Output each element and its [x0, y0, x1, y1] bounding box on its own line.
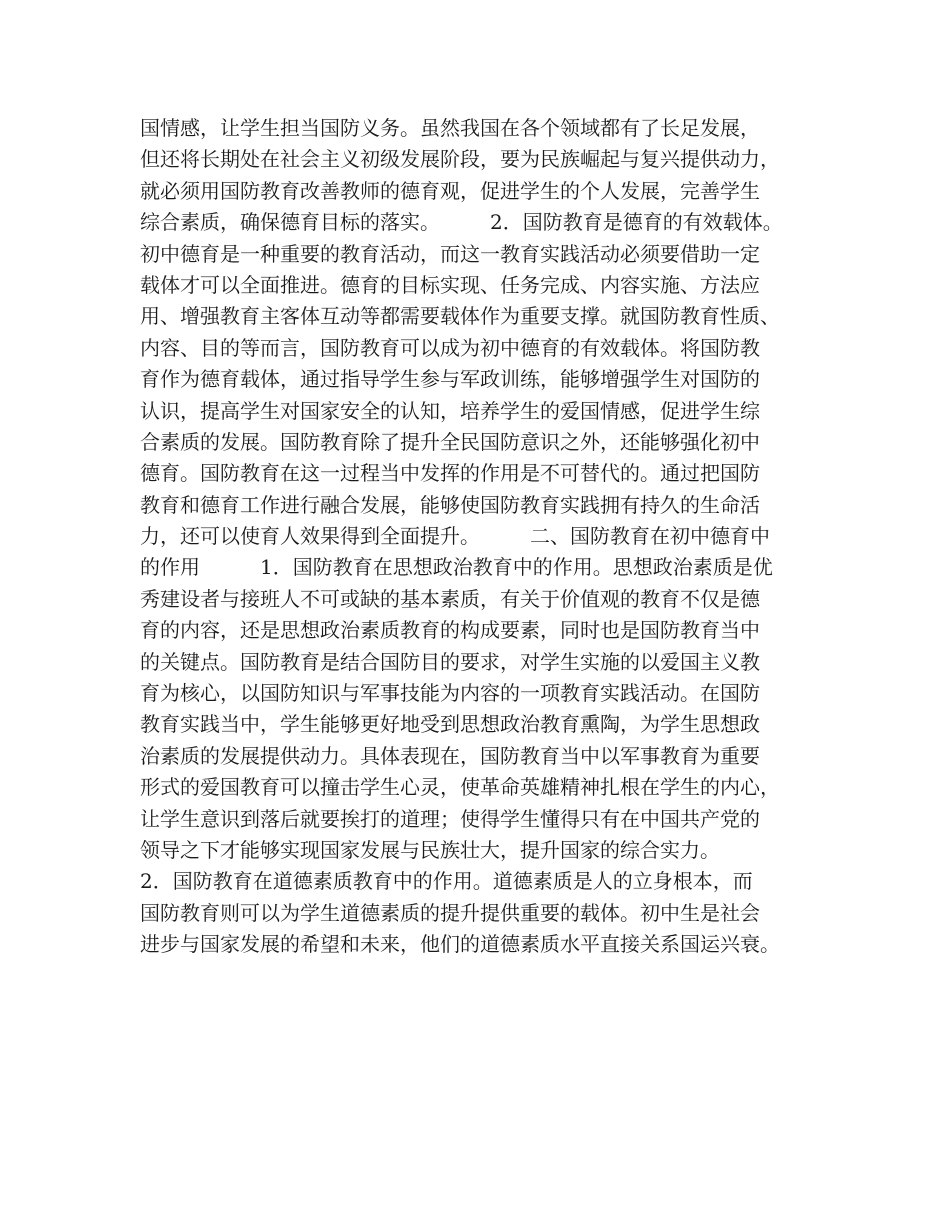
- text-line: 但还将长期处在社会主义初级发展阶段，要为民族崛起与复兴提供动力，: [140, 147, 780, 172]
- text-line: 内容、目的等而言，国防教育可以成为初中德育的有效载体。将国防教: [140, 335, 760, 360]
- text-line: 认识，提高学生对国家安全的认知，培养学生的爱国情感，促进学生综: [140, 398, 760, 423]
- text-line: 秀建设者与接班人不可或缺的基本素质，有关于价值观的教育不仅是德: [140, 586, 760, 611]
- text-line: 治素质的发展提供动力。具体表现在，国防教育当中以军事教育为重要: [140, 743, 760, 768]
- body-text: [140, 113, 830, 961]
- text-line: 德育。国防教育在这一过程当中发挥的作用是不可替代的。通过把国防: [140, 461, 760, 486]
- text-line: 形式的爱国教育可以撞击学生心灵，使革命英雄精神扎根在学生的内心，: [140, 775, 780, 800]
- text-line: 教育和德育工作进行融合发展，能够使国防教育实践拥有持久的生命活: [140, 492, 760, 517]
- text-line: 综合素质，确保德育目标的落实。 2．国防教育是德育的有效载体。: [140, 210, 783, 235]
- text-line: 教育实践当中，学生能够更好地受到思想政治教育熏陶，为学生思想政: [140, 712, 760, 737]
- text-line: 的作用 1．国防教育在思想政治教育中的作用。思想政治素质是优: [140, 555, 773, 580]
- text-line: 进步与国家发展的希望和未来，他们的道德素质水平直接关系国运兴衰。: [140, 932, 780, 957]
- text-line: 国情感，让学生担当国防义务。虽然我国在各个领域都有了长足发展，: [140, 116, 760, 140]
- text-line: 育作为德育载体，通过指导学生参与军政训练，能够增强学生对国防的: [140, 367, 760, 392]
- text-line: 力，还可以使育人效果得到全面提升。 二、国防教育在初中德育中: [140, 524, 770, 549]
- text-line: 育为核心，以国防知识与军事技能为内容的一项教育实践活动。在国防: [140, 681, 760, 706]
- text-line: 初中德育是一种重要的教育活动，而这一教育实践活动必须要借助一定: [140, 241, 760, 266]
- text-line: 用、增强教育主客体互动等都需要载体作为重要支撑。就国防教育性质、: [140, 304, 780, 329]
- text-line: 领导之下才能够实现国家发展与民族壮大，提升国家的综合实力。: [140, 837, 720, 862]
- text-line: 让学生意识到落后就要挨打的道理；使得学生懂得只有在中国共产党的: [140, 806, 760, 831]
- text-line: 育的内容，还是思想政治素质教育的构成要素，同时也是国防教育当中: [140, 618, 760, 643]
- text-line: 合素质的发展。国防教育除了提升全民国防意识之外，还能够强化初中: [140, 429, 760, 454]
- text-line: 2．国防教育在道德素质教育中的作用。道德素质是人的立身根本，而: [140, 869, 753, 894]
- text-line: 就必须用国防教育改善教师的德育观，促进学生的个人发展，完善学生: [140, 178, 760, 203]
- text-line: 国防教育则可以为学生道德素质的提升提供重要的载体。初中生是社会: [140, 900, 760, 925]
- text-line: 的关键点。国防教育是结合国防目的要求，对学生实施的以爱国主义教: [140, 649, 760, 674]
- text-line: 载体才可以全面推进。德育的目标实现、任务完成、内容实施、方法应: [140, 272, 760, 297]
